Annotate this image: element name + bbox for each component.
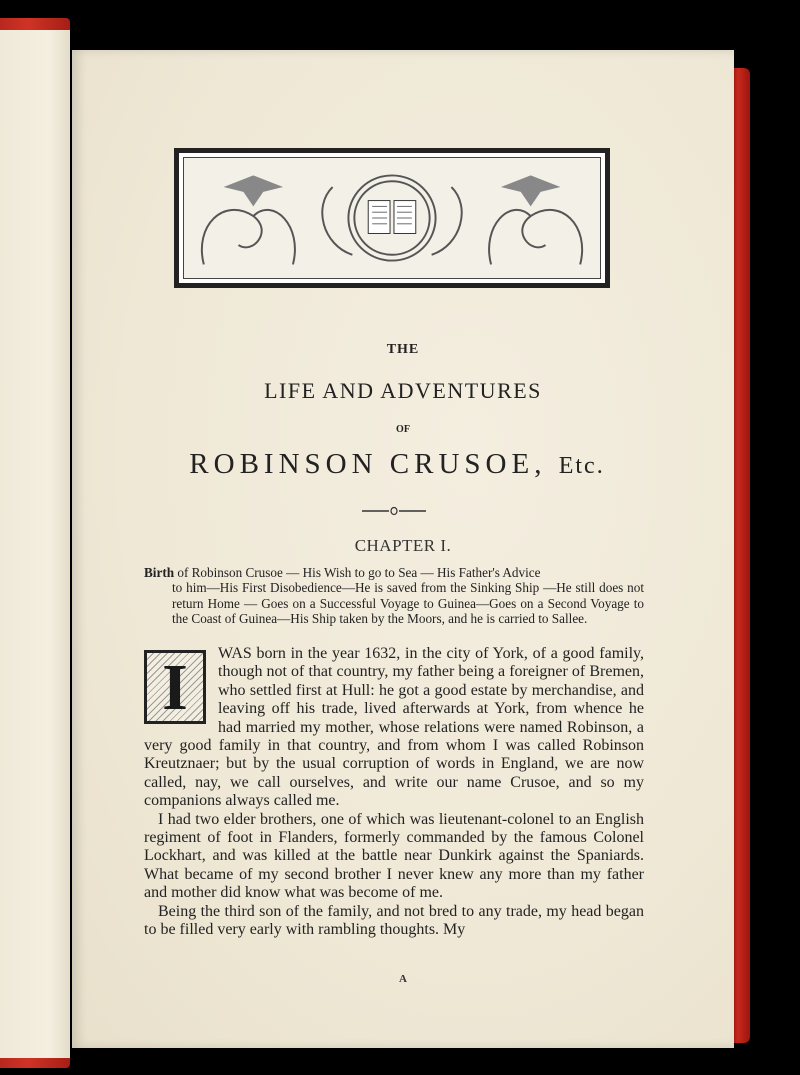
paragraph-3: Being the third son of the family, and not bred to any trade, my head began to be filled very early with rambling thoughts. My bbox=[144, 902, 644, 939]
drop-cap-initial bbox=[144, 650, 206, 724]
ornament-rule-icon bbox=[362, 506, 426, 516]
paragraph-2: I had two elder brothers, one of which was lieutenant-colonel to an English regiment of foot in Flanders, formerly commanded by the famous Colonel Lockhart, and was killed at the battle near Dunkirk against the Spaniards. What became of my second brother I never knew any more than my father and mother did know what was become of me. bbox=[144, 810, 644, 902]
title-the: THE bbox=[386, 342, 420, 357]
synopsis-continuation: to him—His First Disobedience—He is saved from the Sinking Ship —He still does not return Home — Goes on a Successful Voyage to Guinea—Goes on a Second Voyage to the Coast of Guinea—His Ship taken by the Moors, and he is carried to Sallee. bbox=[172, 580, 644, 626]
paragraph-1: WAS born in the year 1632, in the city of York, of a good family, though not of that country, my father being a foreigner of Bremen, who settled first at Hull: he got a good estate by merchandise, and leaving off his trade, lived afterwards at York, from whence he had married my mother, whose relations were named Robinson, a very good family in that country, and from whom I was called Robinson Kreutznaer; but by the usual corruption of words in England, we are now called, nay, we call ourselves, and write our name Crusoe, and so my companions always called me. bbox=[144, 645, 644, 810]
drop-cap-letter: I bbox=[162, 651, 188, 724]
chapter-body bbox=[144, 645, 644, 940]
synopsis-first-line: of Robinson Crusoe — His Wish to go to Sea — His Father's Advice bbox=[177, 565, 541, 580]
synopsis-lead: Birth bbox=[144, 565, 175, 580]
chapter-synopsis bbox=[144, 565, 644, 626]
left-flyleaf bbox=[0, 30, 70, 1058]
title-robinson-crusoe: ROBINSON CRUSOE, bbox=[189, 448, 547, 480]
decorative-headpiece bbox=[174, 148, 610, 288]
chapter-heading: CHAPTER I. bbox=[354, 536, 452, 555]
ornament-book-icon bbox=[184, 158, 600, 278]
title-main: LIFE AND ADVENTURES bbox=[264, 378, 542, 403]
title-etc: Etc. bbox=[558, 453, 605, 479]
title-name bbox=[162, 448, 632, 481]
book-page bbox=[72, 50, 734, 1048]
signature-mark: A bbox=[399, 973, 407, 985]
title-of: OF bbox=[396, 424, 410, 435]
